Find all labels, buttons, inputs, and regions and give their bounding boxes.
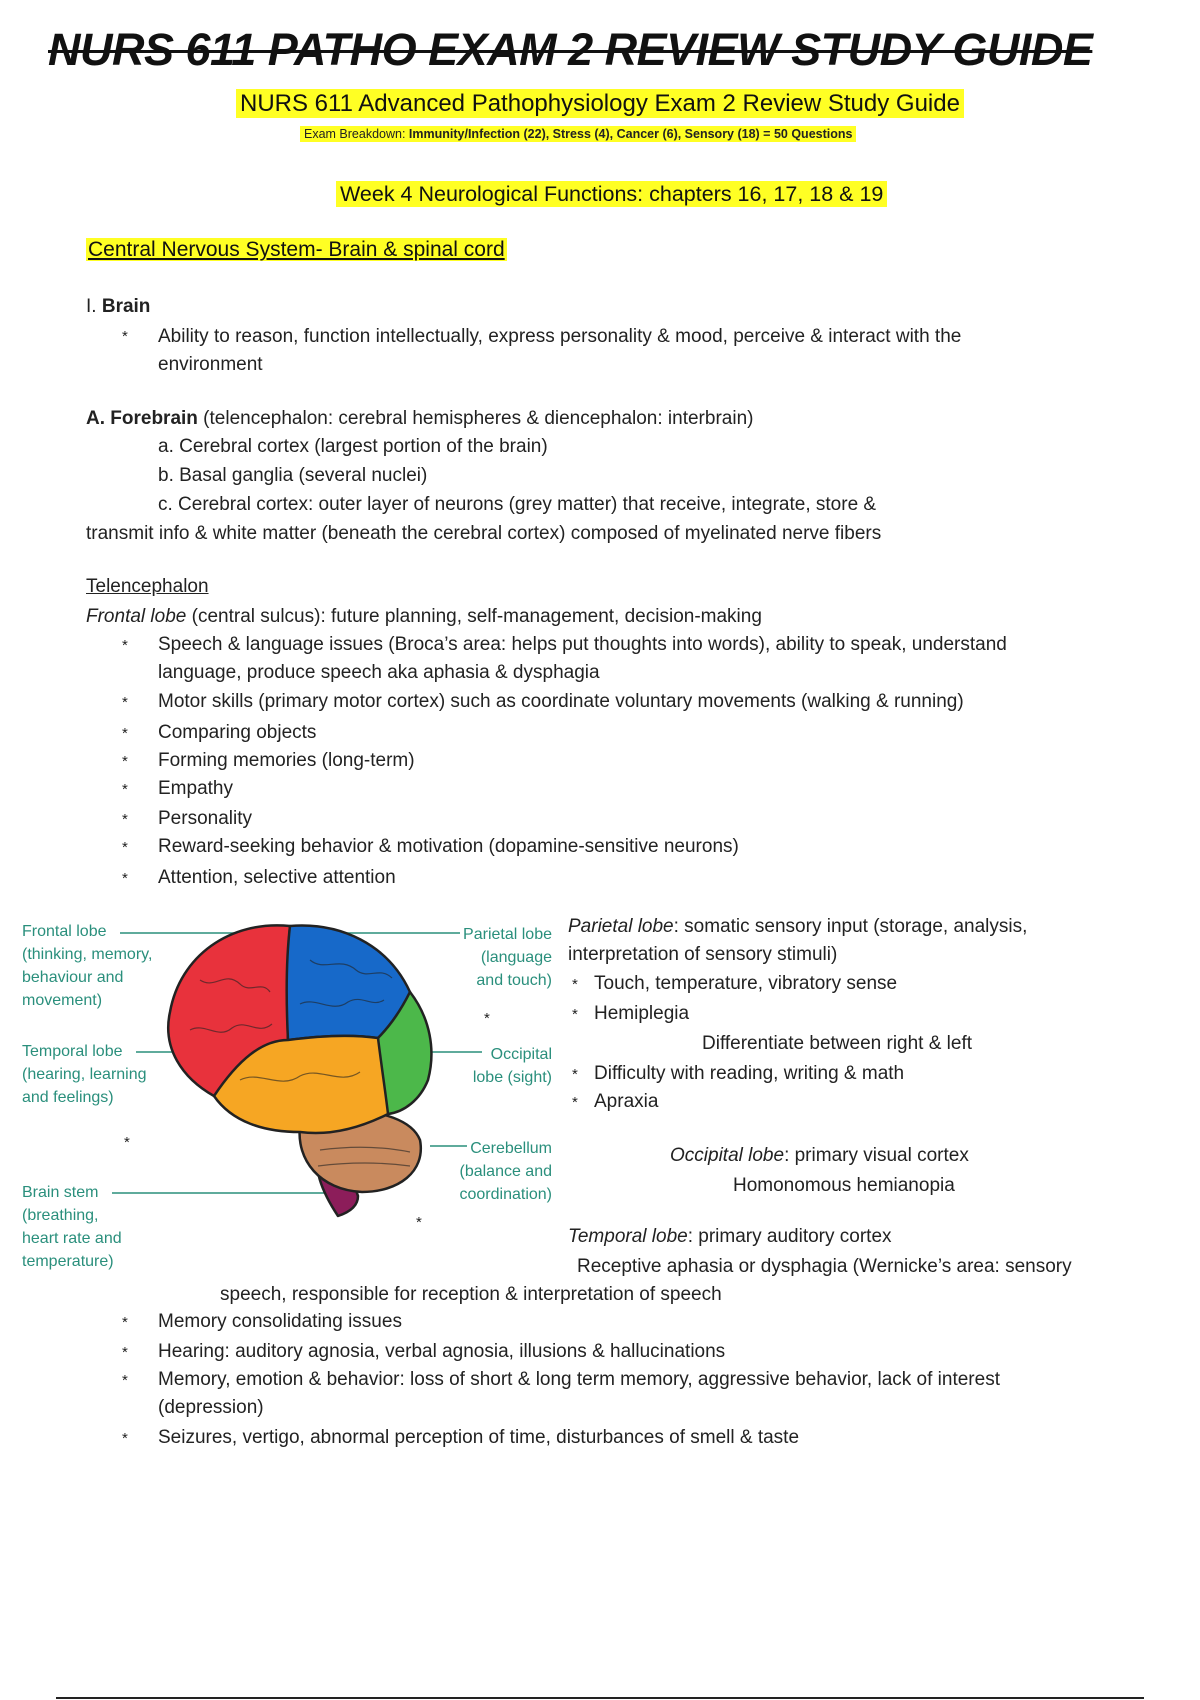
frontal-bullet: Forming memories (long-term) [158,750,415,771]
bullet-glyph: * [122,753,128,770]
temporal-bullet: Hearing: auditory agnosia, verbal agnosia, illusions & hallucinations [158,1341,726,1362]
breakdown-prefix: Exam Breakdown: [304,127,409,141]
bullet-glyph: * [122,637,128,654]
parietal-bullet: Apraxia [594,1091,659,1112]
forebrain-heading [86,408,753,430]
section-heading [86,238,507,262]
forebrain-heading-bold: A. Forebrain [86,408,198,429]
label-line: and feelings) [22,1089,114,1106]
label-line: (language [480,949,552,966]
temporal-bullet: Seizures, vertigo, abnormal perception of time, disturbances of smell & taste [158,1427,800,1448]
label-line: temperature) [22,1253,114,1270]
bullet-glyph: * [572,1094,578,1111]
label-line: (thinking, memory, [22,946,153,963]
bullet-glyph: * [572,976,578,993]
label-line: Brain stem [22,1184,99,1201]
document-title: NURS 611 PATHO EXAM 2 REVIEW STUDY GUIDE [48,24,1093,75]
temporal-lobe-line [568,1226,892,1248]
frontal-lobe-line [86,606,762,628]
brain-bullet: Ability to reason, function intellectually, express personality & mood, perceive & interact with the [158,326,962,347]
parietal-lobe-label: Parietal lobe [568,916,674,937]
occipital-lobe-rest: : primary visual cortex [784,1145,969,1166]
label-line: (balance and [459,1163,552,1180]
label-line: Parietal lobe [463,926,552,943]
temporal-lobe-label: Temporal lobe [568,1226,688,1247]
occipital-lobe-label: Occipital lobe [670,1145,785,1166]
temporal-bullet: Memory, emotion & behavior: loss of short & long term memory, aggressive behavior, lack of interest [158,1369,1000,1390]
occipital-lobe-diagram-label [440,1043,552,1089]
brain-heading [86,296,150,318]
brain-bullet-cont: environment [158,354,263,375]
section-text: Central Nervous System- Brain & spinal cord [88,238,505,261]
brain-stem-diagram-label [22,1181,122,1273]
frontal-bullet: Comparing objects [158,722,317,743]
bullet-glyph: * [122,725,128,742]
forebrain-item-c-cont: transmit info & white matter (beneath the cerebral cortex) composed of myelinated nerve fibers [86,523,882,544]
occipital-lobe-line [670,1145,969,1167]
bullet-glyph: * [122,694,128,711]
parietal-bullet: Hemiplegia [594,1003,690,1024]
bullet-glyph: * [572,1006,578,1023]
parietal-lobe-cont: interpretation of sensory stimuli) [568,944,838,965]
breakdown-detail: Immunity/Infection (22), Stress (4), Cancer (6), Sensory (18) = 50 Questions [408,127,853,141]
bullet-glyph: * [122,1372,128,1389]
frontal-bullet: Speech & language issues (Broca’s area: helps put thoughts into words), ability to speak, understand [158,634,1007,655]
frontal-bullet: Reward-seeking behavior & motivation (dopamine-sensitive neurons) [158,836,739,857]
parietal-lobe-line [568,916,1027,938]
bullet-glyph: * [572,1066,578,1083]
week-heading [336,182,887,207]
frontal-lobe-rest: (central sulcus): future planning, self-management, decision-making [186,606,762,627]
subtitle [236,90,964,118]
temporal-lobe-diagram-label [22,1040,147,1109]
parietal-lobe-diagram-label [440,923,552,992]
parietal-bullet: Touch, temperature, vibratory sense [594,973,898,994]
brain-heading-number: I. [86,296,97,317]
label-line: (hearing, learning [22,1066,147,1083]
exam-breakdown [300,127,856,141]
label-line: behaviour and [22,969,124,986]
parietal-bullet: Difficulty with reading, writing & math [594,1063,905,1084]
label-line: heart rate and [22,1230,122,1247]
temporal-lobe-rest: : primary auditory cortex [687,1226,892,1247]
bullet-glyph: * [122,839,128,856]
bullet-glyph: * [124,1134,130,1151]
frontal-bullet: Attention, selective attention [158,867,396,888]
frontal-lobe-diagram-label [22,920,152,1012]
temporal-line-1: Receptive aphasia or dysphagia (Wernicke’s area: sensory [577,1256,1072,1277]
bullet-glyph: * [122,1430,128,1447]
bullet-glyph: * [122,870,128,887]
brain-heading-text: Brain [101,296,151,317]
forebrain-item-b: b. Basal ganglia (several nuclei) [158,465,428,486]
temporal-bullet-cont: (depression) [158,1397,264,1418]
frontal-bullet-cont: language, produce speech aka aphasia & dysphagia [158,662,600,683]
occipital-sub: Homonomous hemianopia [733,1175,955,1196]
label-line: movement) [22,992,103,1009]
temporal-bullet: Memory consolidating issues [158,1311,402,1332]
bullet-glyph: * [484,1010,490,1027]
forebrain-item-c: c. Cerebral cortex: outer layer of neurons (grey matter) that receive, integrate, store & [158,494,877,515]
week-text: Week 4 Neurological Functions: chapters 16, 17, 18 & 19 [336,181,887,207]
label-line: Cerebellum [470,1140,552,1157]
telencephalon-heading: Telencephalon [86,576,209,597]
frontal-lobe-label: Frontal lobe [86,606,187,627]
label-line: Frontal lobe [22,923,107,940]
bullet-glyph: * [122,781,128,798]
forebrain-item-a: a. Cerebral cortex (largest portion of the brain) [158,436,548,457]
label-line: (breathing, [22,1207,99,1224]
temporal-line-2: speech, responsible for reception & interpretation of speech [220,1284,722,1305]
page-bottom-rule [56,1697,1144,1699]
frontal-bullet: Motor skills (primary motor cortex) such as coordinate voluntary movements (walking & running) [158,691,964,712]
bullet-glyph: * [122,1344,128,1361]
cerebellum-diagram-label [440,1137,552,1206]
label-line: Occipital [490,1046,552,1063]
label-line: lobe (sight) [472,1069,552,1086]
frontal-bullet: Personality [158,808,252,829]
frontal-bullet: Empathy [158,778,233,799]
parietal-lobe-rest: : somatic sensory input (storage, analysis, [673,916,1028,937]
subtitle-text: NURS 611 Advanced Pathophysiology Exam 2 Review Study Guide [236,89,964,118]
bullet-glyph: * [416,1214,422,1231]
parietal-sub: Differentiate between right & left [702,1033,973,1054]
label-line: and touch) [476,972,552,989]
bullet-glyph: * [122,1314,128,1331]
bullet-glyph: * [122,811,128,828]
forebrain-heading-rest: (telencephalon: cerebral hemispheres & diencephalon: interbrain) [197,408,754,429]
label-line: coordination) [459,1186,552,1203]
bullet-glyph: * [122,328,128,345]
label-line: Temporal lobe [22,1043,123,1060]
